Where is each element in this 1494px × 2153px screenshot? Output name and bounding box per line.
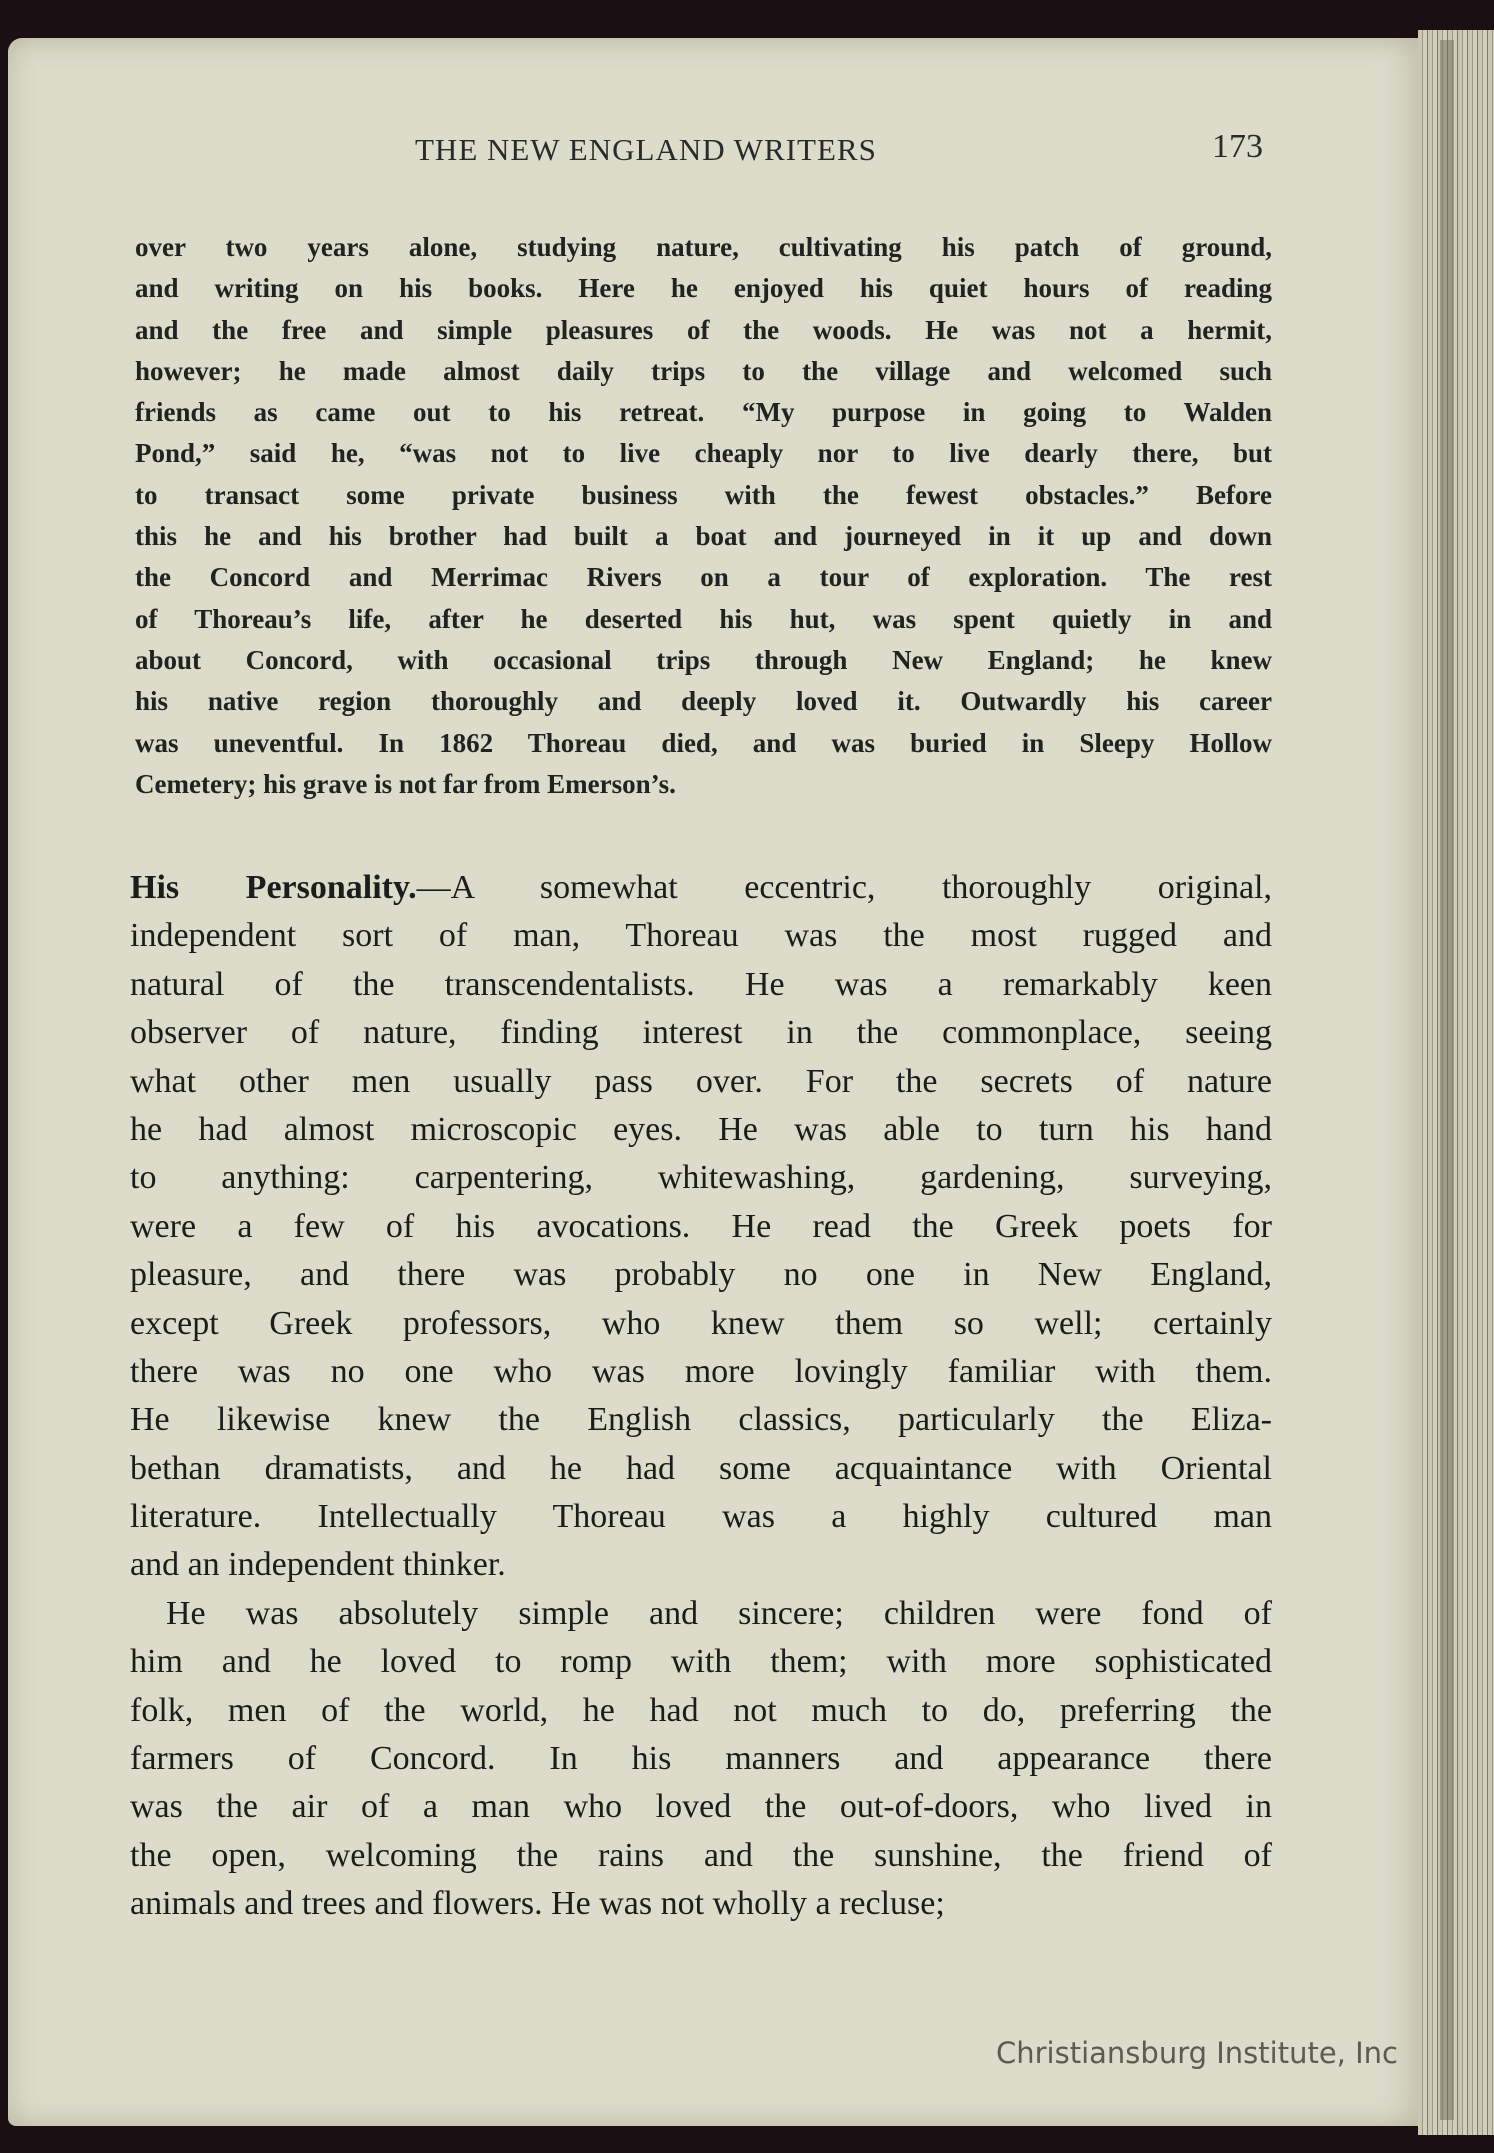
text-line: of Thoreau’s life, after he deserted his hut, was spent quietly in and xyxy=(135,603,1272,634)
page-edges xyxy=(1418,30,1494,2135)
text-line: Pond,” said he, “was not to live cheaply nor to live dearly there, but xyxy=(135,438,1272,469)
text-line: he had almost microscopic eyes. He was able to turn his hand xyxy=(130,1110,1272,1148)
text-line: was uneventful. In 1862 Thoreau died, and was buried in Sleepy Hollow xyxy=(135,727,1272,758)
text-line: to anything: carpentering, whitewashing, gardening, surveying, xyxy=(130,1159,1272,1197)
section-heading: His Personality. xyxy=(130,869,417,906)
text-line: this he and his brother had built a boat and journeyed in it up and down xyxy=(135,521,1272,552)
text-line xyxy=(130,864,1272,912)
text-line: however; he made almost daily trips to the village and welcomed such xyxy=(135,355,1272,386)
text-line: animals and trees and flowers. He was not wholly a recluse; xyxy=(130,1885,945,1923)
paragraph-personality xyxy=(130,864,1272,1929)
text-line-rest: —A somewhat eccentric, thoroughly original, xyxy=(416,869,1272,906)
running-title: THE NEW ENGLAND WRITERS xyxy=(415,132,877,167)
text-line: except Greek professors, who knew them so well; certainly xyxy=(130,1304,1272,1342)
text-line: and an independent thinker. xyxy=(130,1546,506,1584)
text-line: there was no one who was more lovingly familiar with them. xyxy=(130,1352,1272,1390)
paragraph-1 xyxy=(135,227,1272,805)
text-line: farmers of Concord. In his manners and appearance there xyxy=(130,1740,1272,1778)
text-line: Cemetery; his grave is not far from Emerson’s. xyxy=(135,768,676,799)
text-line: the open, welcoming the rains and the sunshine, the friend of xyxy=(130,1836,1272,1874)
page-number: 173 xyxy=(1212,128,1263,165)
text-line: was the air of a man who loved the out-of-doors, who lived in xyxy=(130,1788,1272,1826)
text-line: what other men usually pass over. For the secrets of nature xyxy=(130,1062,1272,1100)
text-line: He likewise knew the English classics, particularly the Eliza- xyxy=(130,1401,1272,1439)
text-line: pleasure, and there was probably no one in New England, xyxy=(130,1256,1272,1294)
binding-shadow xyxy=(1440,40,1454,2120)
text-line: natural of the transcendentalists. He was a remarkably keen xyxy=(130,965,1272,1003)
text-line: about Concord, with occasional trips through New England; he knew xyxy=(135,644,1272,675)
text-line: were a few of his avocations. He read the Greek poets for xyxy=(130,1207,1272,1245)
text-line: He was absolutely simple and sincere; children were fond of xyxy=(166,1594,1272,1632)
text-line: him and he loved to romp with them; with more sophisticated xyxy=(130,1643,1272,1681)
text-line: to transact some private business with the fewest obstacles.” Before xyxy=(135,479,1272,510)
text-line: his native region thoroughly and deeply loved it. Outwardly his career xyxy=(135,686,1272,717)
text-line: over two years alone, studying nature, cultivating his patch of ground, xyxy=(135,232,1272,262)
text-line: bethan dramatists, and he had some acquaintance with Oriental xyxy=(130,1449,1272,1487)
text-line: independent sort of man, Thoreau was the most rugged and xyxy=(130,917,1272,955)
watermark: Christiansburg Institute, Inc xyxy=(996,2036,1398,2070)
text-line: the Concord and Merrimac Rivers on a tour of exploration. The rest xyxy=(135,562,1272,593)
text-line: friends as came out to his retreat. “My purpose in going to Walden xyxy=(135,397,1272,428)
text-line: observer of nature, finding interest in the commonplace, seeing xyxy=(130,1014,1272,1052)
text-line: literature. Intellectually Thoreau was a highly cultured man xyxy=(130,1498,1272,1536)
text-line: folk, men of the world, he had not much to do, preferring the xyxy=(130,1691,1272,1729)
text-line: and writing on his books. Here he enjoyed his quiet hours of reading xyxy=(135,273,1272,304)
text-line: and the free and simple pleasures of the woods. He was not a hermit, xyxy=(135,314,1272,345)
